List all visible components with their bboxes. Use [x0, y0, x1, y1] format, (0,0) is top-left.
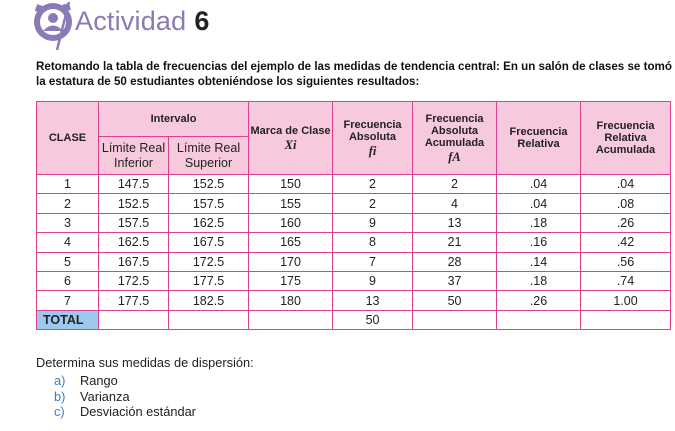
cell-empty: [497, 310, 581, 329]
cell-fr: .04: [497, 194, 581, 213]
header-limite-superior: Límite Real Superior: [169, 137, 249, 175]
list-item: [54, 373, 196, 389]
header-frec-rel-acum: Frecuencia Relativa Acumulada: [581, 102, 671, 175]
cell-clase: 4: [37, 233, 99, 252]
cell-fa: 28: [413, 252, 497, 271]
cell-inf: 157.5: [99, 213, 169, 232]
cell-fra: 1.00: [581, 291, 671, 310]
header-frec-abs: [333, 102, 413, 175]
cell-fa: 50: [413, 291, 497, 310]
cell-fa: 13: [413, 213, 497, 232]
cell-marca: 160: [249, 213, 333, 232]
cell-empty: [581, 310, 671, 329]
table-row: [37, 194, 671, 213]
cell-clase: 6: [37, 271, 99, 290]
frequency-table: [36, 101, 671, 330]
activity-header: [31, 0, 431, 52]
cell-empty: [249, 310, 333, 329]
total-label: TOTAL: [37, 310, 99, 329]
cell-fra: .26: [581, 213, 671, 232]
cell-fi: 2: [333, 194, 413, 213]
cell-fra: .08: [581, 194, 671, 213]
cell-fa: 2: [413, 175, 497, 194]
cell-marca: 150: [249, 175, 333, 194]
header-frec-abs-label: Frecuencia Absoluta: [343, 119, 402, 143]
total-fi: 50: [333, 310, 413, 329]
header-marca-symbol: Xi: [284, 138, 297, 152]
cell-fr: .26: [497, 291, 581, 310]
table-row: [37, 271, 671, 290]
option-text: Desviación estándar: [80, 404, 196, 419]
header-marca-label: Marca de Clase: [250, 125, 331, 137]
cell-fa: 21: [413, 233, 497, 252]
cell-marca: 155: [249, 194, 333, 213]
table-row: [37, 252, 671, 271]
cell-fr: .14: [497, 252, 581, 271]
cell-inf: 172.5: [99, 271, 169, 290]
question-text: Determina sus medidas de dispersión:: [36, 355, 254, 370]
cell-inf: 167.5: [99, 252, 169, 271]
header-intervalo: Intervalo: [99, 102, 249, 137]
cell-fr: .16: [497, 233, 581, 252]
cell-fi: 9: [333, 271, 413, 290]
option-text: Varianza: [80, 388, 130, 404]
cell-fi: 13: [333, 291, 413, 310]
cell-fra: .04: [581, 175, 671, 194]
cell-sup: 167.5: [169, 233, 249, 252]
cell-fra: .56: [581, 252, 671, 271]
cell-sup: 162.5: [169, 213, 249, 232]
cell-sup: 157.5: [169, 194, 249, 213]
header-frec-acum-label: Frecuencia Absoluta Acumulada: [424, 113, 485, 149]
table-row: [37, 233, 671, 252]
header-frec-abs-symbol: fi: [368, 144, 377, 158]
header-frec-acum-symbol: fA: [448, 150, 461, 164]
cell-fi: 7: [333, 252, 413, 271]
cell-inf: 152.5: [99, 194, 169, 213]
intro-text: Retomando la tabla de frecuencias del ejemplo de las medidas de tendencia central: En un salón de clases se tomó la estatura de 50 estudiantes obteniéndose los siguientes resultados:: [36, 60, 672, 88]
cell-marca: 175: [249, 271, 333, 290]
cell-fra: .42: [581, 233, 671, 252]
cell-clase: 7: [37, 291, 99, 310]
cell-marca: 170: [249, 252, 333, 271]
cell-empty: [99, 310, 169, 329]
cell-clase: 1: [37, 175, 99, 194]
option-text: Rango: [80, 373, 118, 388]
list-item: [54, 389, 196, 405]
cell-fi: 8: [333, 233, 413, 252]
cell-clase: 5: [37, 252, 99, 271]
cell-marca: 165: [249, 233, 333, 252]
cell-fra: .74: [581, 271, 671, 290]
table-row: [37, 213, 671, 232]
list-item: [54, 404, 196, 420]
cell-inf: 177.5: [99, 291, 169, 310]
cell-fr: .04: [497, 175, 581, 194]
cell-fa: 37: [413, 271, 497, 290]
cell-sup: 172.5: [169, 252, 249, 271]
cell-sup: 152.5: [169, 175, 249, 194]
cell-clase: 3: [37, 213, 99, 232]
options-list: [54, 373, 196, 420]
cell-fi: 9: [333, 213, 413, 232]
header-frec-acum: [413, 102, 497, 175]
cell-fr: .18: [497, 271, 581, 290]
cell-marca: 180: [249, 291, 333, 310]
header-frec-rel: Frecuencia Relativa: [497, 102, 581, 175]
header-clase: CLASE: [37, 102, 99, 175]
total-row: [37, 310, 671, 329]
activity-number: 6: [194, 6, 210, 36]
cell-fi: 2: [333, 175, 413, 194]
cell-empty: [169, 310, 249, 329]
table-row: [37, 291, 671, 310]
cell-inf: 147.5: [99, 175, 169, 194]
option-letter: a): [54, 373, 66, 388]
cell-fr: .18: [497, 213, 581, 232]
cell-inf: 162.5: [99, 233, 169, 252]
header-limite-inferior: Límite Real Inferior: [99, 137, 169, 175]
activity-title-text: Actividad: [75, 6, 187, 36]
activity-title: [75, 6, 210, 37]
cell-sup: 182.5: [169, 291, 249, 310]
cell-empty: [413, 310, 497, 329]
option-letter: b): [54, 388, 66, 404]
cell-sup: 177.5: [169, 271, 249, 290]
table-row: [37, 175, 671, 194]
option-letter: c): [54, 404, 65, 419]
header-marca: [249, 102, 333, 175]
cell-clase: 2: [37, 194, 99, 213]
cell-fa: 4: [413, 194, 497, 213]
